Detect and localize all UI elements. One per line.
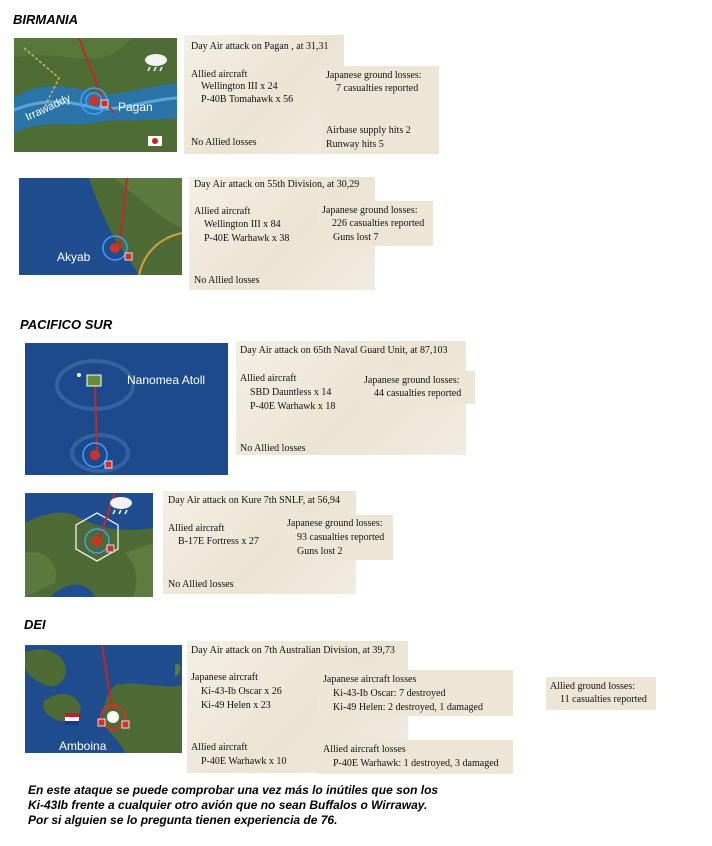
jp-aircraft-item: Ki-43-Ib Oscar x 26 xyxy=(201,686,282,697)
jp-aircraft-losses-title: Japanese aircraft losses xyxy=(323,674,417,685)
allied-ground-losses-box xyxy=(546,677,656,710)
japanese-losses-box xyxy=(361,371,475,404)
attack-header: Day Air attack on 7th Australian Division, at 39,73 xyxy=(191,645,395,656)
allied-aircraft-title: Allied aircraft xyxy=(191,742,248,753)
allied-aircraft-item: Wellington III x 24 xyxy=(201,81,278,92)
jp-loss-item: Guns lost 2 xyxy=(297,546,343,557)
map-pagan[interactable] xyxy=(14,38,177,152)
allied-aircraft-title: Allied aircraft xyxy=(240,373,297,384)
map-label-amboina: Amboina xyxy=(59,739,107,753)
weather-rain-icon xyxy=(107,495,135,515)
section-title-dei: DEI xyxy=(24,617,46,632)
map-label-irrawaddy: Irrawaddy xyxy=(23,92,73,124)
attack-header: Day Air attack on 55th Division, at 30,29 xyxy=(194,179,360,190)
jp-aircraft-losses-box xyxy=(318,670,513,716)
caption-line: En este ataque se puede comprobar una vez más lo inútiles que son los xyxy=(28,783,439,797)
jp-loss-item: 93 casualties reported xyxy=(297,532,385,543)
jp-losses-title: Japanese ground losses: xyxy=(364,375,460,386)
attack-header: Day Air attack on Kure 7th SNLF, at 56,94 xyxy=(168,495,340,506)
allied-aircraft-item: SBD Dauntless x 14 xyxy=(250,387,332,398)
section-title-birmania: BIRMANIA xyxy=(13,12,78,27)
japanese-losses-box xyxy=(318,201,433,246)
allied-aircraft-title: Allied aircraft xyxy=(191,69,248,80)
caption-line: Ki-43Ib frente a cualquier otro avión que no sean Buffalos o Wirraway. xyxy=(28,798,428,812)
no-allied-losses: No Allied losses xyxy=(191,137,257,148)
jp-losses-title: Japanese ground losses: xyxy=(287,518,383,529)
no-allied-losses: No Allied losses xyxy=(194,275,260,286)
allied-aircraft-item: P-40E Warhawk x 38 xyxy=(204,233,290,244)
japanese-losses-box xyxy=(284,515,393,560)
jp-aircraft-item: Ki-49 Helen x 23 xyxy=(201,700,271,711)
allied-aircraft-item: P-40E Warhawk x 18 xyxy=(250,401,336,412)
allied-aircraft-item: P-40B Tomahawk x 56 xyxy=(201,94,294,105)
japanese-losses-box xyxy=(321,66,439,154)
attack-header: Day Air attack on Pagan , at 31,31 xyxy=(191,41,329,52)
jp-aircraft-loss-item: Ki-43-Ib Oscar: 7 destroyed xyxy=(333,688,446,699)
jp-loss-item: 7 casualties reported xyxy=(336,83,419,94)
map-label-nanomea-atoll: Nanomea Atoll xyxy=(127,373,206,387)
map-label-akyab: Akyab xyxy=(57,250,91,264)
commentary-caption xyxy=(28,783,438,828)
caption-line: Por si alguien se lo pregunta tienen experiencia de 76. xyxy=(28,813,338,827)
map-akyab[interactable] xyxy=(19,178,182,275)
allied-aircraft-item: P-40E Warhawk x 10 xyxy=(201,756,287,767)
jp-loss-item: Guns lost 7 xyxy=(333,232,379,243)
allied-aircraft-losses-title: Allied aircraft losses xyxy=(323,744,406,755)
allied-aircraft-item: Wellington III x 84 xyxy=(204,219,281,230)
weather-rain-icon xyxy=(142,52,170,72)
allied-aircraft-title: Allied aircraft xyxy=(168,523,225,534)
allied-aircraft-losses-box xyxy=(318,740,513,774)
section-title-pacifico-sur: PACIFICO SUR xyxy=(20,317,113,332)
jp-losses-title: Japanese ground losses: xyxy=(326,70,422,81)
allied-aircraft-item: B-17E Fortress x 27 xyxy=(178,536,259,547)
map-amboina[interactable] xyxy=(25,645,182,753)
allied-aircraft-title: Allied aircraft xyxy=(194,206,251,217)
no-allied-losses: No Allied losses xyxy=(240,443,306,454)
map-label-pagan: Pagan xyxy=(118,100,153,114)
attack-header: Day Air attack on 65th Naval Guard Unit, at 87,103 xyxy=(240,345,448,356)
extra-loss-item: Runway hits 5 xyxy=(326,139,384,150)
no-allied-losses: No Allied losses xyxy=(168,579,234,590)
jp-loss-item: 226 casualties reported xyxy=(332,218,425,229)
jp-losses-title: Japanese ground losses: xyxy=(322,205,418,216)
allied-ground-losses-title: Allied ground losses: xyxy=(550,681,635,692)
attack-report-pagan xyxy=(184,35,344,154)
map-kure[interactable] xyxy=(25,493,153,597)
allied-aircraft-loss-item: P-40E Warhawk: 1 destroyed, 3 damaged xyxy=(333,758,499,769)
extra-loss-item: Airbase supply hits 2 xyxy=(326,125,411,136)
jp-loss-item: 44 casualties reported xyxy=(374,388,462,399)
netherlands-flag-icon xyxy=(65,713,79,725)
jp-aircraft-title: Japanese aircraft xyxy=(191,672,258,683)
jp-aircraft-loss-item: Ki-49 Helen: 2 destroyed, 1 damaged xyxy=(333,702,483,713)
allied-ground-loss-item: 11 casualties reported xyxy=(560,694,647,705)
map-nanomea[interactable] xyxy=(25,343,228,475)
